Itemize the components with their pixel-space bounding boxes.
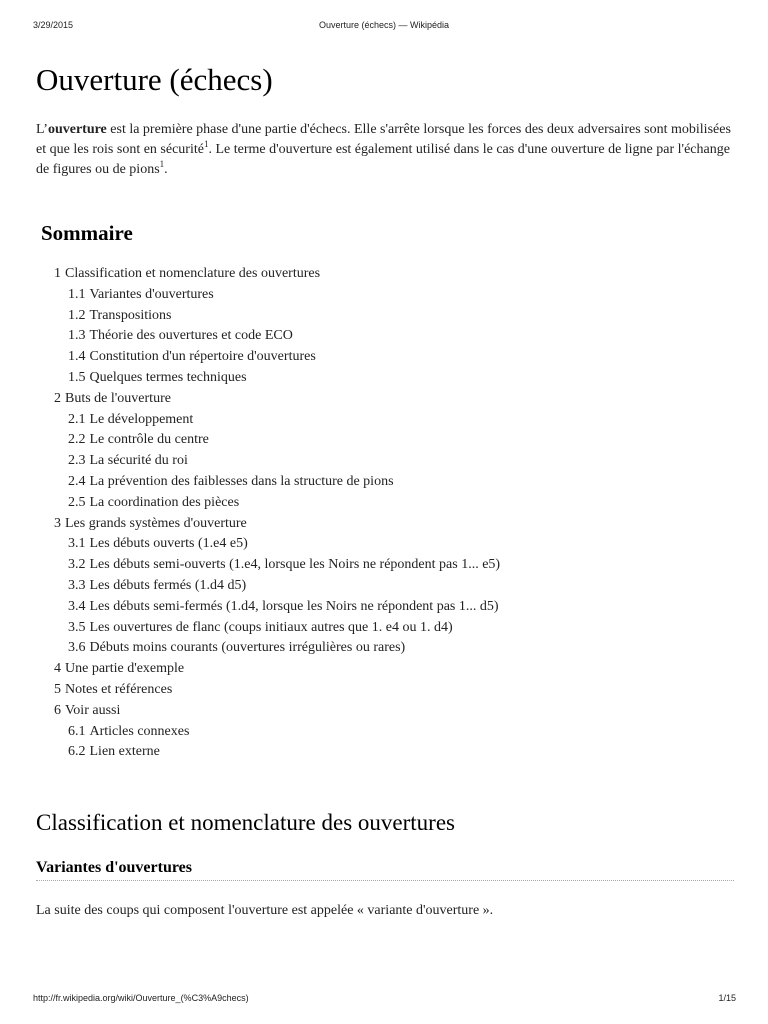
toc-item-label[interactable]: Voir aussi	[65, 702, 121, 718]
toc-item-number: 3.6	[68, 640, 86, 656]
toc-item-number: 3.3	[68, 577, 86, 593]
toc-item[interactable]	[36, 742, 734, 763]
toc-item-label[interactable]: Les débuts semi-ouverts (1.e4, lorsque les Noirs ne répondent pas 1... e5)	[89, 557, 501, 573]
toc-item[interactable]	[36, 659, 734, 680]
toc-item-number: 1.1	[68, 286, 86, 302]
toc-item-number: 1.4	[68, 349, 86, 365]
toc-item[interactable]	[36, 347, 734, 368]
print-header	[0, 20, 768, 34]
toc-item-number: 6	[54, 702, 61, 718]
toc-item-label[interactable]: Lien externe	[89, 744, 160, 760]
toc-item-number: 2.2	[68, 432, 86, 448]
toc-item-number: 3	[54, 515, 61, 531]
toc-item-label[interactable]: Le développement	[89, 411, 194, 427]
toc-item[interactable]	[36, 555, 734, 576]
toc-item-number: 1.3	[68, 328, 86, 344]
toc-item-number: 2.4	[68, 473, 86, 489]
toc-item-label[interactable]: Les débuts semi-fermés (1.d4, lorsque les Noirs ne répondent pas 1... d5)	[89, 598, 499, 614]
toc-item-label[interactable]: La sécurité du roi	[89, 453, 188, 469]
toc-item-label[interactable]: Transpositions	[89, 307, 172, 323]
toc-item-number: 3.1	[68, 536, 86, 552]
toc-item-label[interactable]: Variantes d'ouvertures	[89, 286, 214, 302]
toc-item[interactable]	[36, 430, 734, 451]
toc-item-label[interactable]: Constitution d'un répertoire d'ouvertures	[89, 349, 316, 365]
toc-item-number: 2.3	[68, 453, 86, 469]
toc-item[interactable]	[36, 638, 734, 659]
toc-item[interactable]	[36, 389, 734, 410]
toc-item-number: 2	[54, 390, 61, 406]
toc-item-number: 6.2	[68, 744, 86, 760]
toc-item[interactable]	[36, 326, 734, 347]
intro-text-3: .	[164, 162, 168, 177]
intro-bold-term: ouverture	[47, 122, 107, 137]
body-paragraph: La suite des coups qui composent l'ouverture est appelée « variante d'ouverture ».	[36, 903, 494, 919]
intro-paragraph	[36, 120, 734, 180]
toc-item-number: 1.5	[68, 369, 86, 385]
toc-item-number: 4	[54, 661, 61, 677]
toc-item[interactable]	[36, 722, 734, 743]
toc-item[interactable]	[36, 451, 734, 472]
intro-text-2: . Le terme d'ouverture est également utilisé dans le cas d'une ouverture de ligne par l'échange de figures ou de pions	[36, 142, 730, 177]
page-title: Ouverture (échecs)	[36, 62, 273, 97]
toc-item[interactable]	[36, 368, 734, 389]
print-page-title: Ouverture (échecs) — Wikipédia	[318, 20, 450, 30]
toc-item-number: 1.2	[68, 307, 86, 323]
intro-prefix: L’	[36, 122, 48, 137]
reference-link-1[interactable]: 1	[203, 139, 209, 149]
toc-item-label[interactable]: Théorie des ouvertures et code ECO	[89, 328, 293, 344]
toc-item-label[interactable]: Buts de l'ouverture	[65, 390, 171, 406]
toc-item[interactable]	[36, 680, 734, 701]
toc-item-label[interactable]: La coordination des pièces	[89, 494, 240, 510]
print-footer	[0, 993, 768, 1007]
toc-item-number: 2.1	[68, 411, 86, 427]
reference-link-2[interactable]: 1	[159, 159, 165, 169]
toc-item-label[interactable]: Débuts moins courants (ouvertures irrégulières ou rares)	[89, 640, 406, 656]
intro-text-1: est la première phase d'une partie d'échecs. Elle s'arrête lorsque les forces des deux adversaires sont mobilisées et que les rois sont en sécurité	[36, 122, 731, 157]
toc-item[interactable]	[36, 701, 734, 722]
toc-item[interactable]	[36, 285, 734, 306]
toc-item-number: 3.2	[68, 557, 86, 573]
print-page-number: 1/15	[718, 993, 736, 1003]
toc-item[interactable]	[36, 410, 734, 431]
toc-item-label[interactable]: Les débuts ouverts (1.e4 e5)	[89, 536, 248, 552]
toc-item-number: 3.4	[68, 598, 86, 614]
toc-item[interactable]	[36, 264, 734, 285]
toc-item-label[interactable]: Les débuts fermés (1.d4 d5)	[89, 577, 247, 593]
toc-item-number: 5	[54, 681, 61, 697]
toc-item-number: 6.1	[68, 723, 86, 739]
toc-item-label[interactable]: Notes et références	[65, 681, 173, 697]
toc-item[interactable]	[36, 472, 734, 493]
toc-title: Sommaire	[41, 221, 133, 245]
toc-item[interactable]	[36, 534, 734, 555]
toc-item-label[interactable]: Les grands systèmes d'ouverture	[65, 515, 247, 531]
toc-item-number: 3.5	[68, 619, 86, 635]
toc-item-label[interactable]: La prévention des faiblesses dans la structure de pions	[89, 473, 394, 489]
print-url: http://fr.wikipedia.org/wiki/Ouverture_(%C3%A9checs)	[33, 993, 249, 1003]
toc-item-label[interactable]: Une partie d'exemple	[65, 661, 185, 677]
subsection-title: Variantes d'ouvertures	[36, 857, 734, 881]
toc-item-number: 1	[54, 266, 61, 281]
article-content	[36, 52, 734, 921]
toc-item-number: 2.5	[68, 494, 86, 510]
toc-item[interactable]	[36, 306, 734, 327]
toc-item-label[interactable]: Articles connexes	[89, 723, 190, 739]
toc-item[interactable]	[36, 576, 734, 597]
table-of-contents	[36, 264, 734, 763]
toc-item[interactable]	[36, 514, 734, 535]
toc-item[interactable]	[36, 493, 734, 514]
toc-item[interactable]	[36, 618, 734, 639]
toc-item-label[interactable]: Les ouvertures de flanc (coups initiaux autres que 1. e4 ou 1. d4)	[89, 619, 453, 635]
toc-item[interactable]	[36, 597, 734, 618]
toc-item-label[interactable]: Classification et nomenclature des ouvertures	[65, 266, 321, 281]
toc-item-label[interactable]: Le contrôle du centre	[89, 432, 209, 448]
print-date: 3/29/2015	[33, 20, 74, 30]
toc-item-label[interactable]: Quelques termes techniques	[89, 369, 247, 385]
section-title: Classification et nomenclature des ouvertures	[36, 810, 455, 836]
